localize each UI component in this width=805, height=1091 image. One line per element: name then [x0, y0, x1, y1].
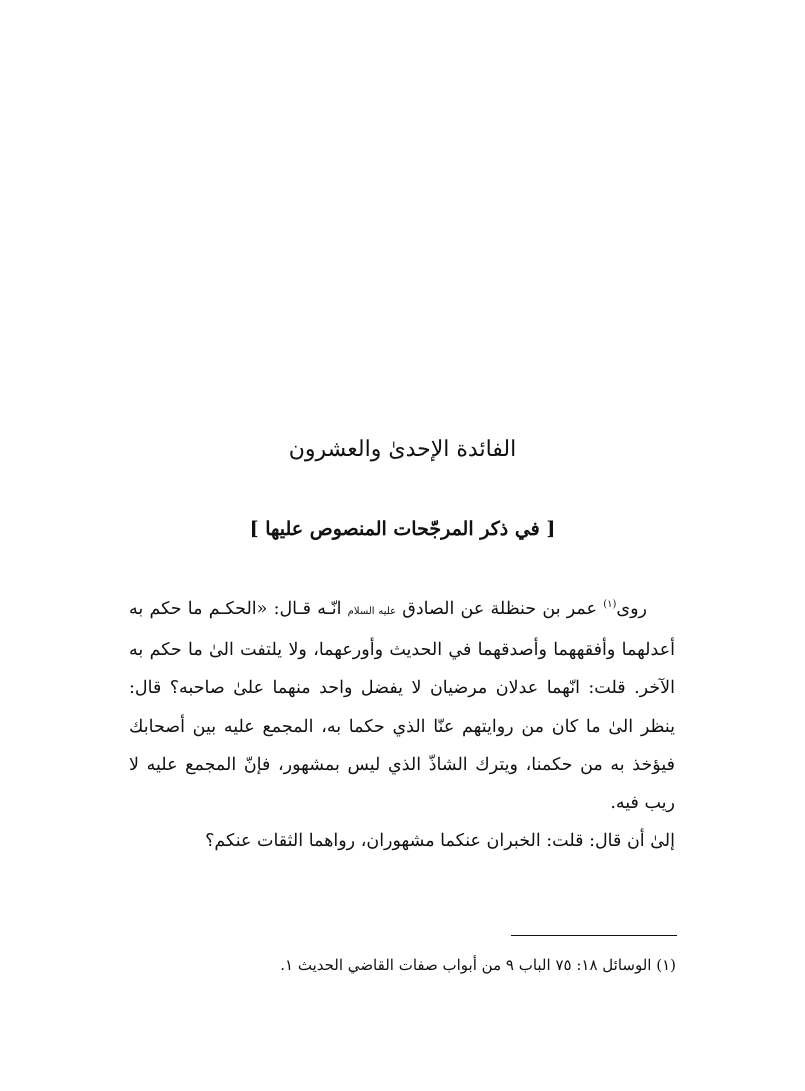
honorific: عليه السلام — [347, 606, 397, 617]
chapter-subtitle: [ في ذكر المرجّحات المنصوص عليها ] — [249, 518, 556, 540]
footnote-reference: (١) — [603, 599, 617, 611]
body-text — [129, 590, 675, 860]
footnote-divider — [511, 935, 677, 936]
chapter-title: الفائدة الإحدىٰ والعشرون — [288, 437, 517, 462]
paragraph-start: روى — [616, 599, 647, 619]
paragraph-continuation: إلىٰ أن قال: قلت: الخبران عنكما مشهوران، رواهما الثقات عنكم؟ — [205, 831, 675, 852]
paragraph-rest: انّـه قـال: «الحكـم ما حكم به أعدلهما وأفقههما وأصدقهما في الحديث وأورعهما، ولا يلتفت الىٰ ما حكم به الآخر. قلت: انّهما عدلان مرضيان لا يفضل واحد منهما علىٰ صاحبه؟ قال: ينظر الىٰ ما كان من روايتهم عنّا الذي حكما به، المجمع عليه بين أصحابك فيؤخذ به من حكمنا، ويترك الشاذّ الذي ليس بمشهور، فإنّ المجمع عليه لا ريب فيه. — [129, 599, 675, 814]
paragraph-hadith — [129, 590, 675, 822]
footnote: (١) الوسائل ١٨: ٧٥ الباب ٩ من أبواب صفات القاضي الحديث ١. — [280, 956, 676, 974]
paragraph-narrator: عمر بن حنظلة عن الصادق — [396, 599, 604, 619]
